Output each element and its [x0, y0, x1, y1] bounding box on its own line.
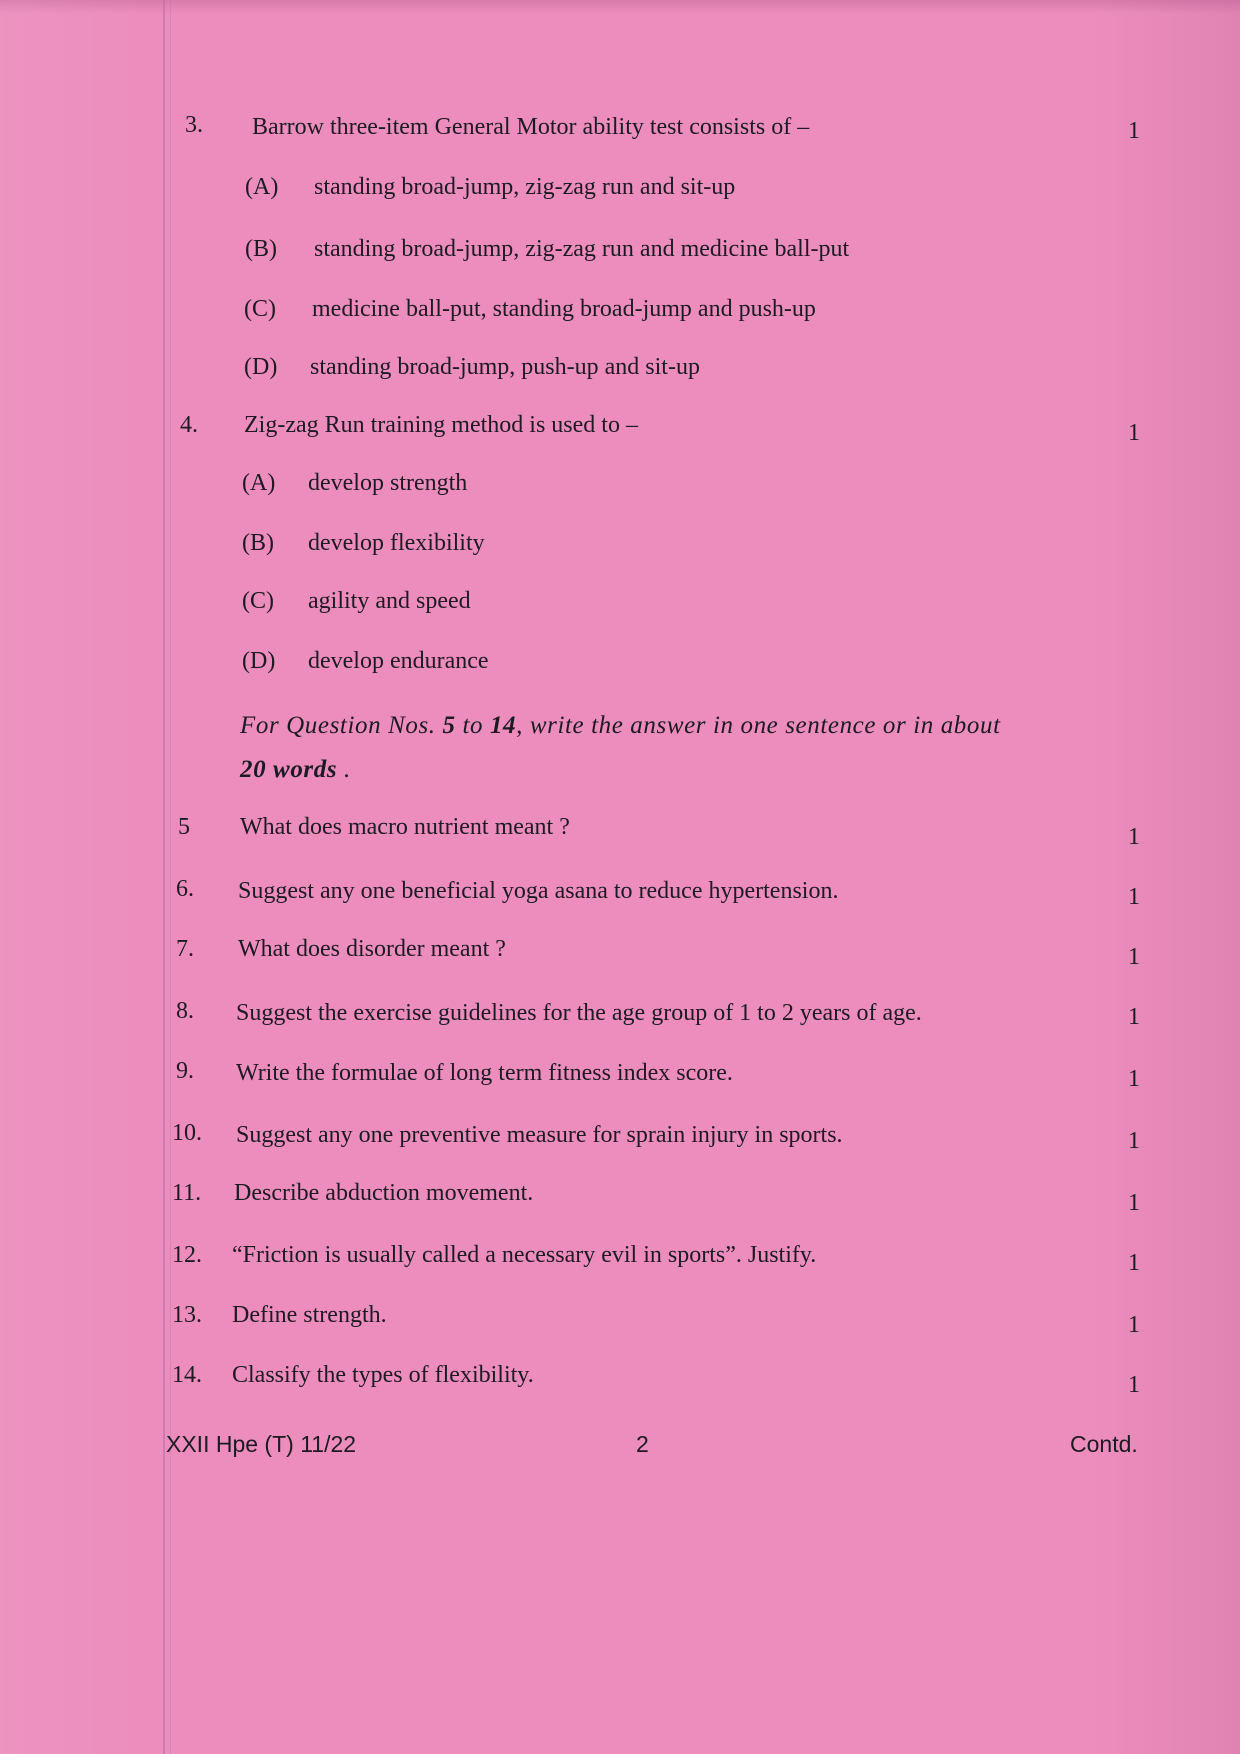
question-number: 4. — [180, 412, 198, 438]
question-mark: 1 — [1128, 1128, 1140, 1154]
option-label: (A) — [242, 470, 276, 496]
question-text: Describe abduction movement. — [234, 1180, 534, 1206]
question-number: 12. — [172, 1242, 202, 1268]
page-number: 2 — [636, 1431, 649, 1457]
question-number: 13. — [172, 1302, 202, 1328]
instruction-suffix: , write the answer in one sentence or in about — [516, 712, 1001, 739]
question-text: “Friction is usually called a necessary evil in sports”. Justify. — [232, 1242, 817, 1268]
question-mark: 1 — [1128, 824, 1140, 850]
question-text: Suggest any one preventive measure for sprain injury in sports. — [236, 1122, 843, 1148]
option-text: develop strength — [308, 470, 468, 496]
question-number: 11. — [172, 1180, 202, 1206]
option-label: (D) — [242, 648, 276, 674]
option-text: develop endurance — [308, 648, 489, 674]
question-text: Define strength. — [232, 1302, 387, 1328]
instruction-words: 20 words — [240, 756, 338, 783]
question-text: Barrow three-item General Motor ability test consists of – — [252, 114, 810, 140]
question-mark: 1 — [1128, 118, 1140, 144]
question-number: 8. — [176, 998, 194, 1024]
option-label: (B) — [242, 530, 274, 556]
instruction-prefix: For Question Nos. — [240, 712, 443, 739]
question-number: 10. — [172, 1120, 202, 1146]
question-mark: 1 — [1128, 944, 1140, 970]
option-label: (B) — [245, 236, 277, 262]
section-instruction — [240, 704, 1160, 792]
question-number: 9. — [176, 1058, 194, 1084]
option-label: (C) — [244, 296, 276, 322]
option-text: agility and speed — [308, 588, 471, 614]
question-text: Classify the types of flexibility. — [232, 1362, 534, 1388]
question-mark: 1 — [1128, 1190, 1140, 1216]
question-mark: 1 — [1128, 420, 1140, 446]
question-mark: 1 — [1128, 1372, 1140, 1398]
question-mark: 1 — [1128, 884, 1140, 910]
question-text: Zig-zag Run training method is used to – — [244, 412, 638, 438]
question-mark: 1 — [1128, 1004, 1140, 1030]
instruction-middle: to — [455, 712, 490, 739]
question-text: Write the formulae of long term fitness index score. — [236, 1060, 733, 1086]
question-mark: 1 — [1128, 1312, 1140, 1338]
question-mark: 1 — [1128, 1066, 1140, 1092]
paper-code: XXII Hpe (T) 11/22 — [166, 1431, 357, 1457]
instruction-to: 14 — [489, 712, 517, 739]
question-number: 5 — [178, 814, 190, 840]
question-number: 7. — [176, 936, 194, 962]
option-text: standing broad-jump, zig-zag run and medicine ball-put — [314, 236, 850, 262]
continued-label: Contd. — [1070, 1431, 1138, 1457]
option-text: develop flexibility — [308, 530, 485, 556]
question-number: 14. — [172, 1362, 202, 1388]
option-text: medicine ball-put, standing broad-jump and push-up — [312, 296, 816, 322]
option-label: (C) — [242, 588, 274, 614]
option-label: (A) — [245, 174, 279, 200]
question-number: 3. — [185, 112, 203, 138]
question-text: Suggest the exercise guidelines for the age group of 1 to 2 years of age. — [236, 1000, 922, 1026]
question-text: What does macro nutrient meant ? — [240, 814, 570, 840]
question-text: What does disorder meant ? — [238, 936, 506, 962]
option-label: (D) — [244, 354, 278, 380]
question-number: 6. — [176, 876, 194, 902]
option-text: standing broad-jump, push-up and sit-up — [310, 354, 700, 380]
instruction-from: 5 — [442, 712, 456, 739]
margin-line-secondary — [170, 0, 171, 1754]
margin-line — [163, 0, 165, 1754]
instruction-end: . — [337, 756, 351, 783]
question-text: Suggest any one beneficial yoga asana to reduce hypertension. — [238, 878, 839, 904]
option-text: standing broad-jump, zig-zag run and sit-up — [314, 174, 736, 200]
question-mark: 1 — [1128, 1250, 1140, 1276]
